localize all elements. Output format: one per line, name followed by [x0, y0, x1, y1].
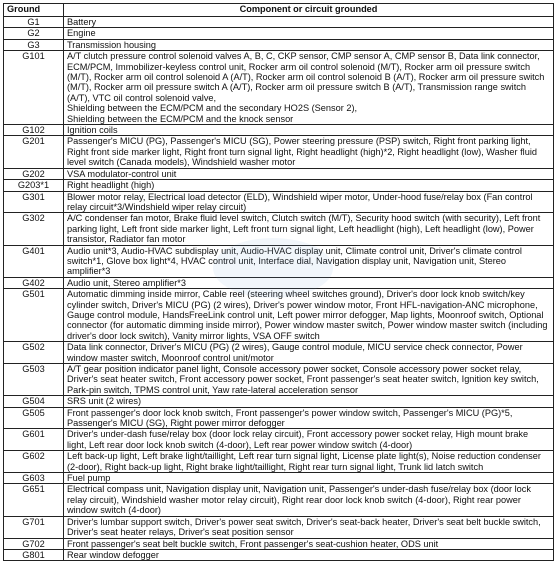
ground-id-cell: G502 [4, 342, 64, 364]
ground-id-cell: G702 [4, 538, 64, 549]
ground-id-cell: G201 [4, 136, 64, 168]
component-cell: Engine [64, 28, 554, 39]
table-row [4, 125, 554, 136]
table-row [4, 245, 554, 277]
component-cell: Right headlight (high) [64, 180, 554, 191]
ground-circuit-table [3, 3, 554, 561]
component-cell: A/T clutch pressure control solenoid valves A, B, C, CKP sensor, CMP sensor A, CMP sensor B, Data link connector, ECM/PCM, Immobilizer-keyless control unit, Rocker arm oil control solenoid (M/T), Rocker arm oil pressure switch (M/T), Rocker arm oil control solenoid A (A/T), Rocker arm oil control solenoid B (A/T), Rocker arm oil pressure switch (M/T), Rocker arm oil pressure switch A (A/T), Rocker arm oil pressure switch B (A/T), Transmission range switch (A/T), VTC oil control solenoid valve, Shielding between the ECM/PCM and the secondary HO2S (Sensor 2), Shielding between the ECM/PCM and the knock sensor [64, 51, 554, 125]
ground-id-cell: G101 [4, 51, 64, 125]
ground-id-cell: G505 [4, 407, 64, 429]
table-row [4, 277, 554, 288]
ground-id-cell: G3 [4, 39, 64, 50]
component-cell: Audio unit, Stereo amplifier*3 [64, 277, 554, 288]
ground-id-cell: G503 [4, 364, 64, 396]
table-row [4, 213, 554, 245]
table-row [4, 28, 554, 39]
table-row [4, 17, 554, 28]
component-cell: SRS unit (2 wires) [64, 396, 554, 407]
component-cell: Audio unit*3, Audio-HVAC subdisplay unit, Audio-HVAC display unit, Climate control unit, Driver's climate control switch*1, Glove box light*4, HVAC control unit, Interface dial, Navigation display unit, Navigation unit, Stereo amplifier*3 [64, 245, 554, 277]
ground-id-cell: G501 [4, 289, 64, 342]
ground-id-cell: G402 [4, 277, 64, 288]
table-row [4, 364, 554, 396]
table-row [4, 51, 554, 125]
ground-id-cell: G302 [4, 213, 64, 245]
component-cell: A/C condenser fan motor, Brake fluid level switch, Clutch switch (M/T), Security hood switch (with security), Left front parking light, Left front side marker light, Left front turn signal light, Left headlight (high), Left headlight (low), Power transistor, Radiator fan motor [64, 213, 554, 245]
table-row [4, 136, 554, 168]
header-component: Component or circuit grounded [64, 4, 554, 17]
table-row [4, 451, 554, 473]
table-row [4, 549, 554, 560]
component-cell: Left back-up light, Left brake light/taillight, Left rear turn signal light, License plate light(s), Noise reduction condenser (2-door), Right back-up light, Right brake light/taillight, Right rear turn signal light, Trunk lid latch switch [64, 451, 554, 473]
ground-id-cell: G701 [4, 516, 64, 538]
component-cell: Blower motor relay, Electrical load detector (ELD), Windshield wiper motor, Under-hood fuse/relay box (Fan control relay circuit*3/Windshield wiper relay circuit) [64, 191, 554, 213]
ground-id-cell: G602 [4, 451, 64, 473]
ground-id-cell: G601 [4, 429, 64, 451]
table-row [4, 342, 554, 364]
ground-id-cell: G2 [4, 28, 64, 39]
table-row [4, 473, 554, 484]
ground-id-cell: G651 [4, 484, 64, 516]
table-row [4, 191, 554, 213]
table-row [4, 168, 554, 179]
table-row [4, 407, 554, 429]
ground-id-cell: G203*1 [4, 180, 64, 191]
component-cell: Ignition coils [64, 125, 554, 136]
component-cell: Battery [64, 17, 554, 28]
component-cell: Transmission housing [64, 39, 554, 50]
ground-id-cell: G401 [4, 245, 64, 277]
component-cell: Passenger's MICU (PG), Passenger's MICU (SG), Power steering pressure (PSP) switch, Right front parking light, Right front side marker light, Right front turn signal light, Right headlight (high)*2, Right headlight (low), Washer fluid level switch (Canada models), Windshield washer motor [64, 136, 554, 168]
component-cell: Electrical compass unit, Navigation display unit, Navigation unit, Passenger's under-dash fuse/relay box (door lock relay circuit), Windshield washer motor relay circuit), Right rear door lock knob switch (4-door), Right rear power window switch (4-door) [64, 484, 554, 516]
component-cell: Rear window defogger [64, 549, 554, 560]
component-cell: Driver's lumbar support switch, Driver's power seat switch, Driver's seat-back heater, Driver's seat belt buckle switch, Driver's seat heater relays, Driver's seat position sensor [64, 516, 554, 538]
component-cell: Automatic dimming inside mirror, Cable reel (steering wheel switches ground), Driver's door lock knob switch/key cylinder switch, Driver's MICU (PG) (2 wires), Driver's power window motor, Front HFL-navigation-ANC microphone, Gauge control module, HandsFreeLink control unit, Left power mirror defogger, Map lights, Moonroof switch, Optional connector (for automatic dimming inside mirror), Power window master switch, Power window master switch (including driver's door lock switch), Vanity mirror lights, VSA OFF switch [64, 289, 554, 342]
component-cell: A/T gear position indicator panel light, Console accessory power socket, Console accessory power socket relay, Driver's seat heater switch, Front accessory power socket, Front passenger's seat heater switch, Ignition key switch, Park-pin switch, TPMS control unit, Yaw rate-lateral acceleration sensor [64, 364, 554, 396]
table-row [4, 39, 554, 50]
table-body [4, 17, 554, 561]
component-cell: Fuel pump [64, 473, 554, 484]
table-row [4, 484, 554, 516]
component-cell: Driver's under-dash fuse/relay box (door lock relay circuit), Front accessory power socket relay, High mount brake light, Left rear door lock knob switch (4-door), Left rear power window switch (4-door) [64, 429, 554, 451]
header-ground: Ground [4, 4, 64, 17]
component-cell: VSA modulator-control unit [64, 168, 554, 179]
component-cell: Data link connector, Driver's MICU (PG) (2 wires), Gauge control module, MICU service check connector, Power window master switch, Moonroof control unit/motor [64, 342, 554, 364]
table-header-row [4, 4, 554, 17]
table-row [4, 396, 554, 407]
component-cell: Front passenger's door lock knob switch, Front passenger's power window switch, Passenger's MICU (PG)*5, Passenger's MICU (SG), Right power mirror defogger [64, 407, 554, 429]
ground-id-cell: G504 [4, 396, 64, 407]
table-row [4, 289, 554, 342]
table-row [4, 180, 554, 191]
table-row [4, 429, 554, 451]
ground-table-sheet [3, 3, 554, 561]
table-row [4, 516, 554, 538]
ground-id-cell: G603 [4, 473, 64, 484]
ground-id-cell: G102 [4, 125, 64, 136]
ground-id-cell: G301 [4, 191, 64, 213]
ground-id-cell: G202 [4, 168, 64, 179]
component-cell: Front passenger's seat belt buckle switch, Front passenger's seat-cushion heater, ODS unit [64, 538, 554, 549]
ground-id-cell: G1 [4, 17, 64, 28]
ground-id-cell: G801 [4, 549, 64, 560]
table-row [4, 538, 554, 549]
